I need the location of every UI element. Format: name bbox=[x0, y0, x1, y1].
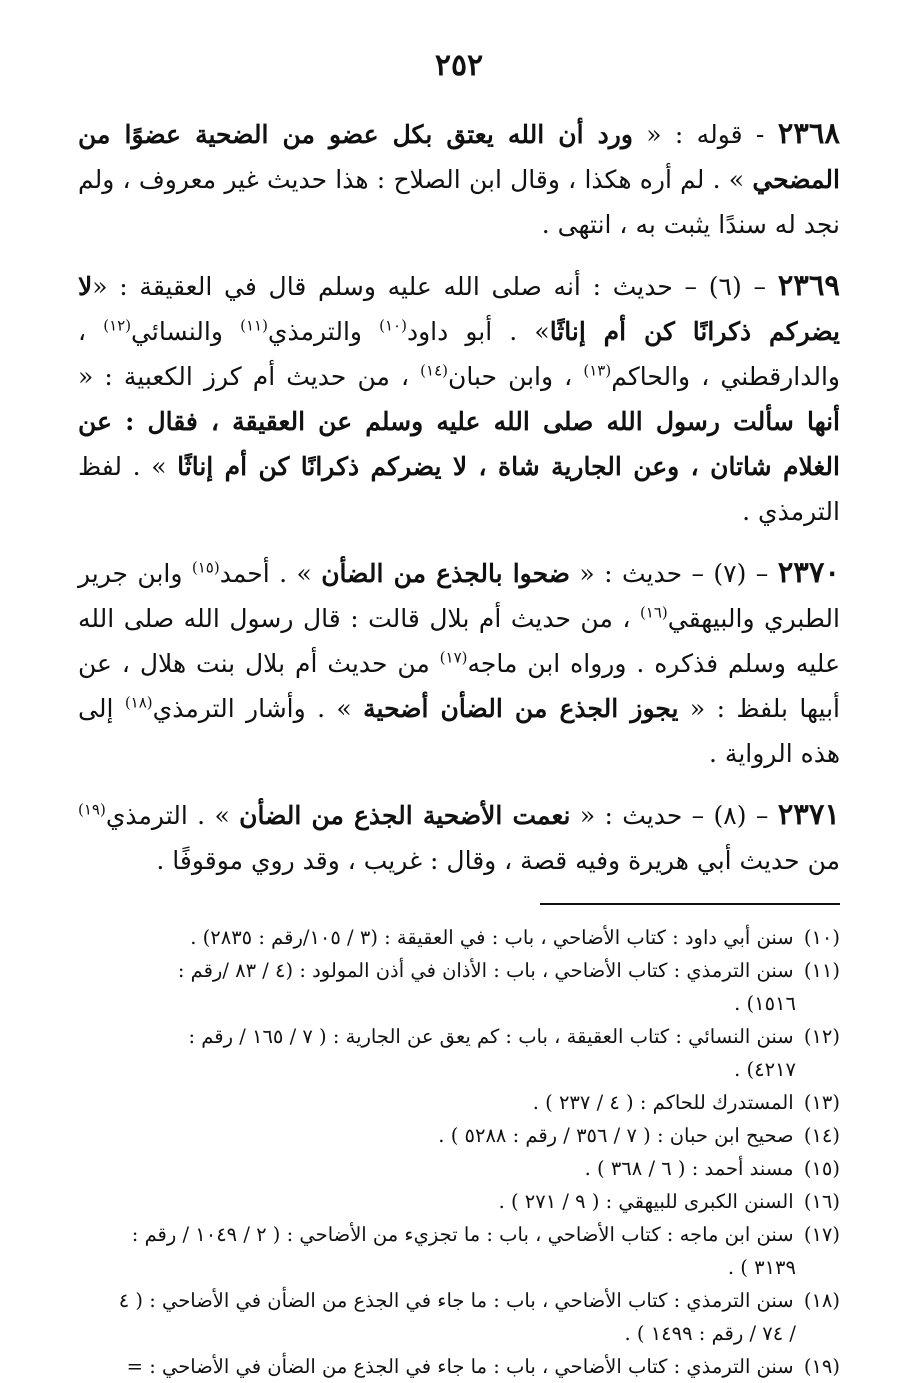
footnote-ref: (١٩) bbox=[78, 800, 106, 819]
footnote bbox=[78, 954, 840, 1020]
footnote-text: السنن الكبرى للبيهقي : ( ٩ / ٢٧١ ) . bbox=[498, 1190, 794, 1213]
footnote-ref: (١٨) bbox=[124, 693, 153, 712]
entry-text: وابن جرير الطبري والبيهقي bbox=[78, 559, 840, 633]
footnote-text: سنن الترمذي : كتاب الأضاحي ، باب : ما جاء في الجذع من الضأن في الأضاحي : ( ٤ bbox=[118, 1289, 794, 1312]
entry-text: ، والدارقطني ، والحاكم bbox=[78, 317, 840, 391]
footnote bbox=[78, 1284, 840, 1350]
entry-text: » . الترمذي bbox=[105, 801, 240, 830]
entry-text: من حديث أم بلال بنت هلال ، عن أبيها بلفظ : « bbox=[78, 649, 840, 723]
page-number: ٢٥٢ bbox=[434, 48, 484, 83]
footnote bbox=[78, 1086, 840, 1119]
footnote-ref: (١٤) bbox=[420, 361, 448, 380]
footnote-number: (١٣) bbox=[803, 1091, 840, 1114]
footnote-ref: (١٦) bbox=[639, 603, 668, 622]
footnote-number: (١٨) bbox=[803, 1289, 840, 1312]
footnote-number: (١٧) bbox=[803, 1223, 840, 1246]
footnote-text: سنن أبي داود : كتاب الأضاحي ، باب : في العقيقة : (٣ / ١٠٥/رقم : ٢٨٣٥) . bbox=[190, 926, 794, 949]
footnote-continuation: / ٧٤ / رقم : ١٤٩٩ ) . bbox=[624, 1322, 796, 1345]
footnote-ref: (١١) bbox=[240, 316, 268, 335]
footnote bbox=[78, 1185, 840, 1218]
entry-number: ٢٣٧٠ bbox=[777, 555, 840, 589]
hadith-text: نعمت الأضحية الجذع من الضأن bbox=[239, 801, 571, 830]
entry-text: – (٦) – حديث : أنه صلى الله عليه وسلم قال في العقيقة : « bbox=[92, 272, 778, 301]
footnote-text: المستدرك للحاكم : ( ٤ / ٢٣٧ ) . bbox=[532, 1091, 794, 1114]
footnote bbox=[78, 1350, 840, 1383]
entry-text: إلى هذه الرواية . bbox=[78, 694, 840, 768]
footnote-ref: (١٣) bbox=[583, 361, 612, 380]
footnote-continuation: ١٥١٦) . bbox=[734, 992, 796, 1015]
footnote bbox=[78, 1020, 840, 1086]
footnote-text: سنن النسائي : كتاب العقيقة ، باب : كم يعق عن الجارية : ( ٧ / ١٦٥ / رقم : bbox=[188, 1025, 794, 1048]
entry-number: ٢٣٧١ bbox=[777, 797, 840, 831]
footnote-ref: (١٧) bbox=[439, 648, 468, 667]
footnote-number: (١٥) bbox=[803, 1157, 840, 1180]
footnote-text: سنن الترمذي : كتاب الأضاحي ، باب : ما جاء في الجذع من الضأن في الأضاحي : = bbox=[126, 1355, 794, 1378]
entry-text: والترمذي bbox=[267, 317, 380, 346]
footnote-ref: (١٢) bbox=[103, 316, 132, 335]
entry-2369 bbox=[78, 263, 840, 534]
entry-text: - قوله : « bbox=[632, 120, 778, 149]
footnote-text: سنن ابن ماجه : كتاب الأضاحي ، باب : ما تجزيء من الأضاحي : ( ٢ / ١٠٤٩ / رقم : bbox=[131, 1223, 794, 1246]
footnote-separator bbox=[540, 903, 840, 905]
footnote bbox=[78, 1152, 840, 1185]
footnotes bbox=[78, 921, 840, 1383]
entry-number: ٢٣٦٩ bbox=[777, 268, 840, 302]
footnote-text: مسند أحمد : ( ٦ / ٣٦٨ ) . bbox=[584, 1157, 794, 1180]
footnote bbox=[78, 921, 840, 954]
footnote-continuation: ٤٢١٧) . bbox=[734, 1058, 796, 1081]
entry-text: » . وأشار الترمذي bbox=[152, 694, 364, 723]
hadith-text: يجوز الجذع من الضأن أضحية bbox=[363, 694, 679, 723]
hadith-text: ضحوا بالجذع من الضأن bbox=[321, 559, 570, 588]
entry-text: والنسائي bbox=[131, 317, 241, 346]
entry-text: ، من حديث أم بلال قالت : قال رسول الله صلى الله عليه وسلم فذكره . ورواه ابن ماجه bbox=[78, 604, 840, 678]
entry-text: » . أحمد bbox=[219, 559, 322, 588]
footnote-number: (١١) bbox=[803, 959, 840, 982]
footnote-number: (١٩) bbox=[803, 1355, 840, 1378]
entry-text: ، وابن حبان bbox=[448, 362, 584, 391]
footnote-ref: (١٥) bbox=[191, 558, 220, 577]
footnote-continuation: ٣١٣٩ ) . bbox=[727, 1256, 796, 1279]
hadith-text: لا يضركم ذكرانًا كن أم إناثًا bbox=[78, 272, 841, 346]
entry-text: » . أبو داود bbox=[406, 317, 550, 346]
entry-text: – (٧) – حديث : « bbox=[569, 559, 778, 588]
footnote-ref: (١٠) bbox=[379, 316, 407, 335]
footnote-number: (١٦) bbox=[803, 1190, 840, 1213]
entry-text: » . لفظ الترمذي . bbox=[78, 452, 840, 526]
entry-text: – (٨) – حديث : « bbox=[570, 801, 778, 830]
footnote bbox=[78, 1119, 840, 1152]
entry-2368 bbox=[78, 111, 840, 247]
quoted-text: ورد أن الله يعتق بكل عضو من الضحية عضوًا من المضحي bbox=[78, 120, 840, 194]
footnote-text: صحيح ابن حبان : ( ٧ / ٣٥٦ / رقم : ٥٢٨٨ ) . bbox=[438, 1124, 794, 1147]
footnote-number: (١٢) bbox=[803, 1025, 840, 1048]
hadith-text: أنها سألت رسول الله صلى الله عليه وسلم عن العقيقة ، فقال : عن الغلام شاتان ، وعن الجارية شاة ، لا يضركم ذكرانًا كن أم إناثًا bbox=[78, 407, 840, 481]
footnote-number: (١٠) bbox=[803, 926, 840, 949]
book-page bbox=[78, 48, 840, 1383]
entry-text: » . لم أره هكذا ، وقال ابن الصلاح : هذا حديث غير معروف ، ولم نجد له سندًا يثبت به ، انتهى . bbox=[78, 165, 840, 239]
footnote-text: سنن الترمذي : كتاب الأضاحي ، باب : الأذان في أذن المولود : (٤ / ٨٣ /رقم : bbox=[177, 959, 794, 982]
footnote bbox=[78, 1218, 840, 1284]
entry-text: من حديث أبي هريرة وفيه قصة ، وقال : غريب ، وقد روي موقوفًا . bbox=[156, 846, 840, 875]
entry-text: ، من حديث أم كرز الكعبية : « bbox=[78, 362, 421, 391]
entry-2371 bbox=[78, 792, 840, 883]
entry-2370 bbox=[78, 550, 840, 776]
entry-number: ٢٣٦٨ bbox=[777, 116, 840, 150]
footnote-number: (١٤) bbox=[803, 1124, 840, 1147]
